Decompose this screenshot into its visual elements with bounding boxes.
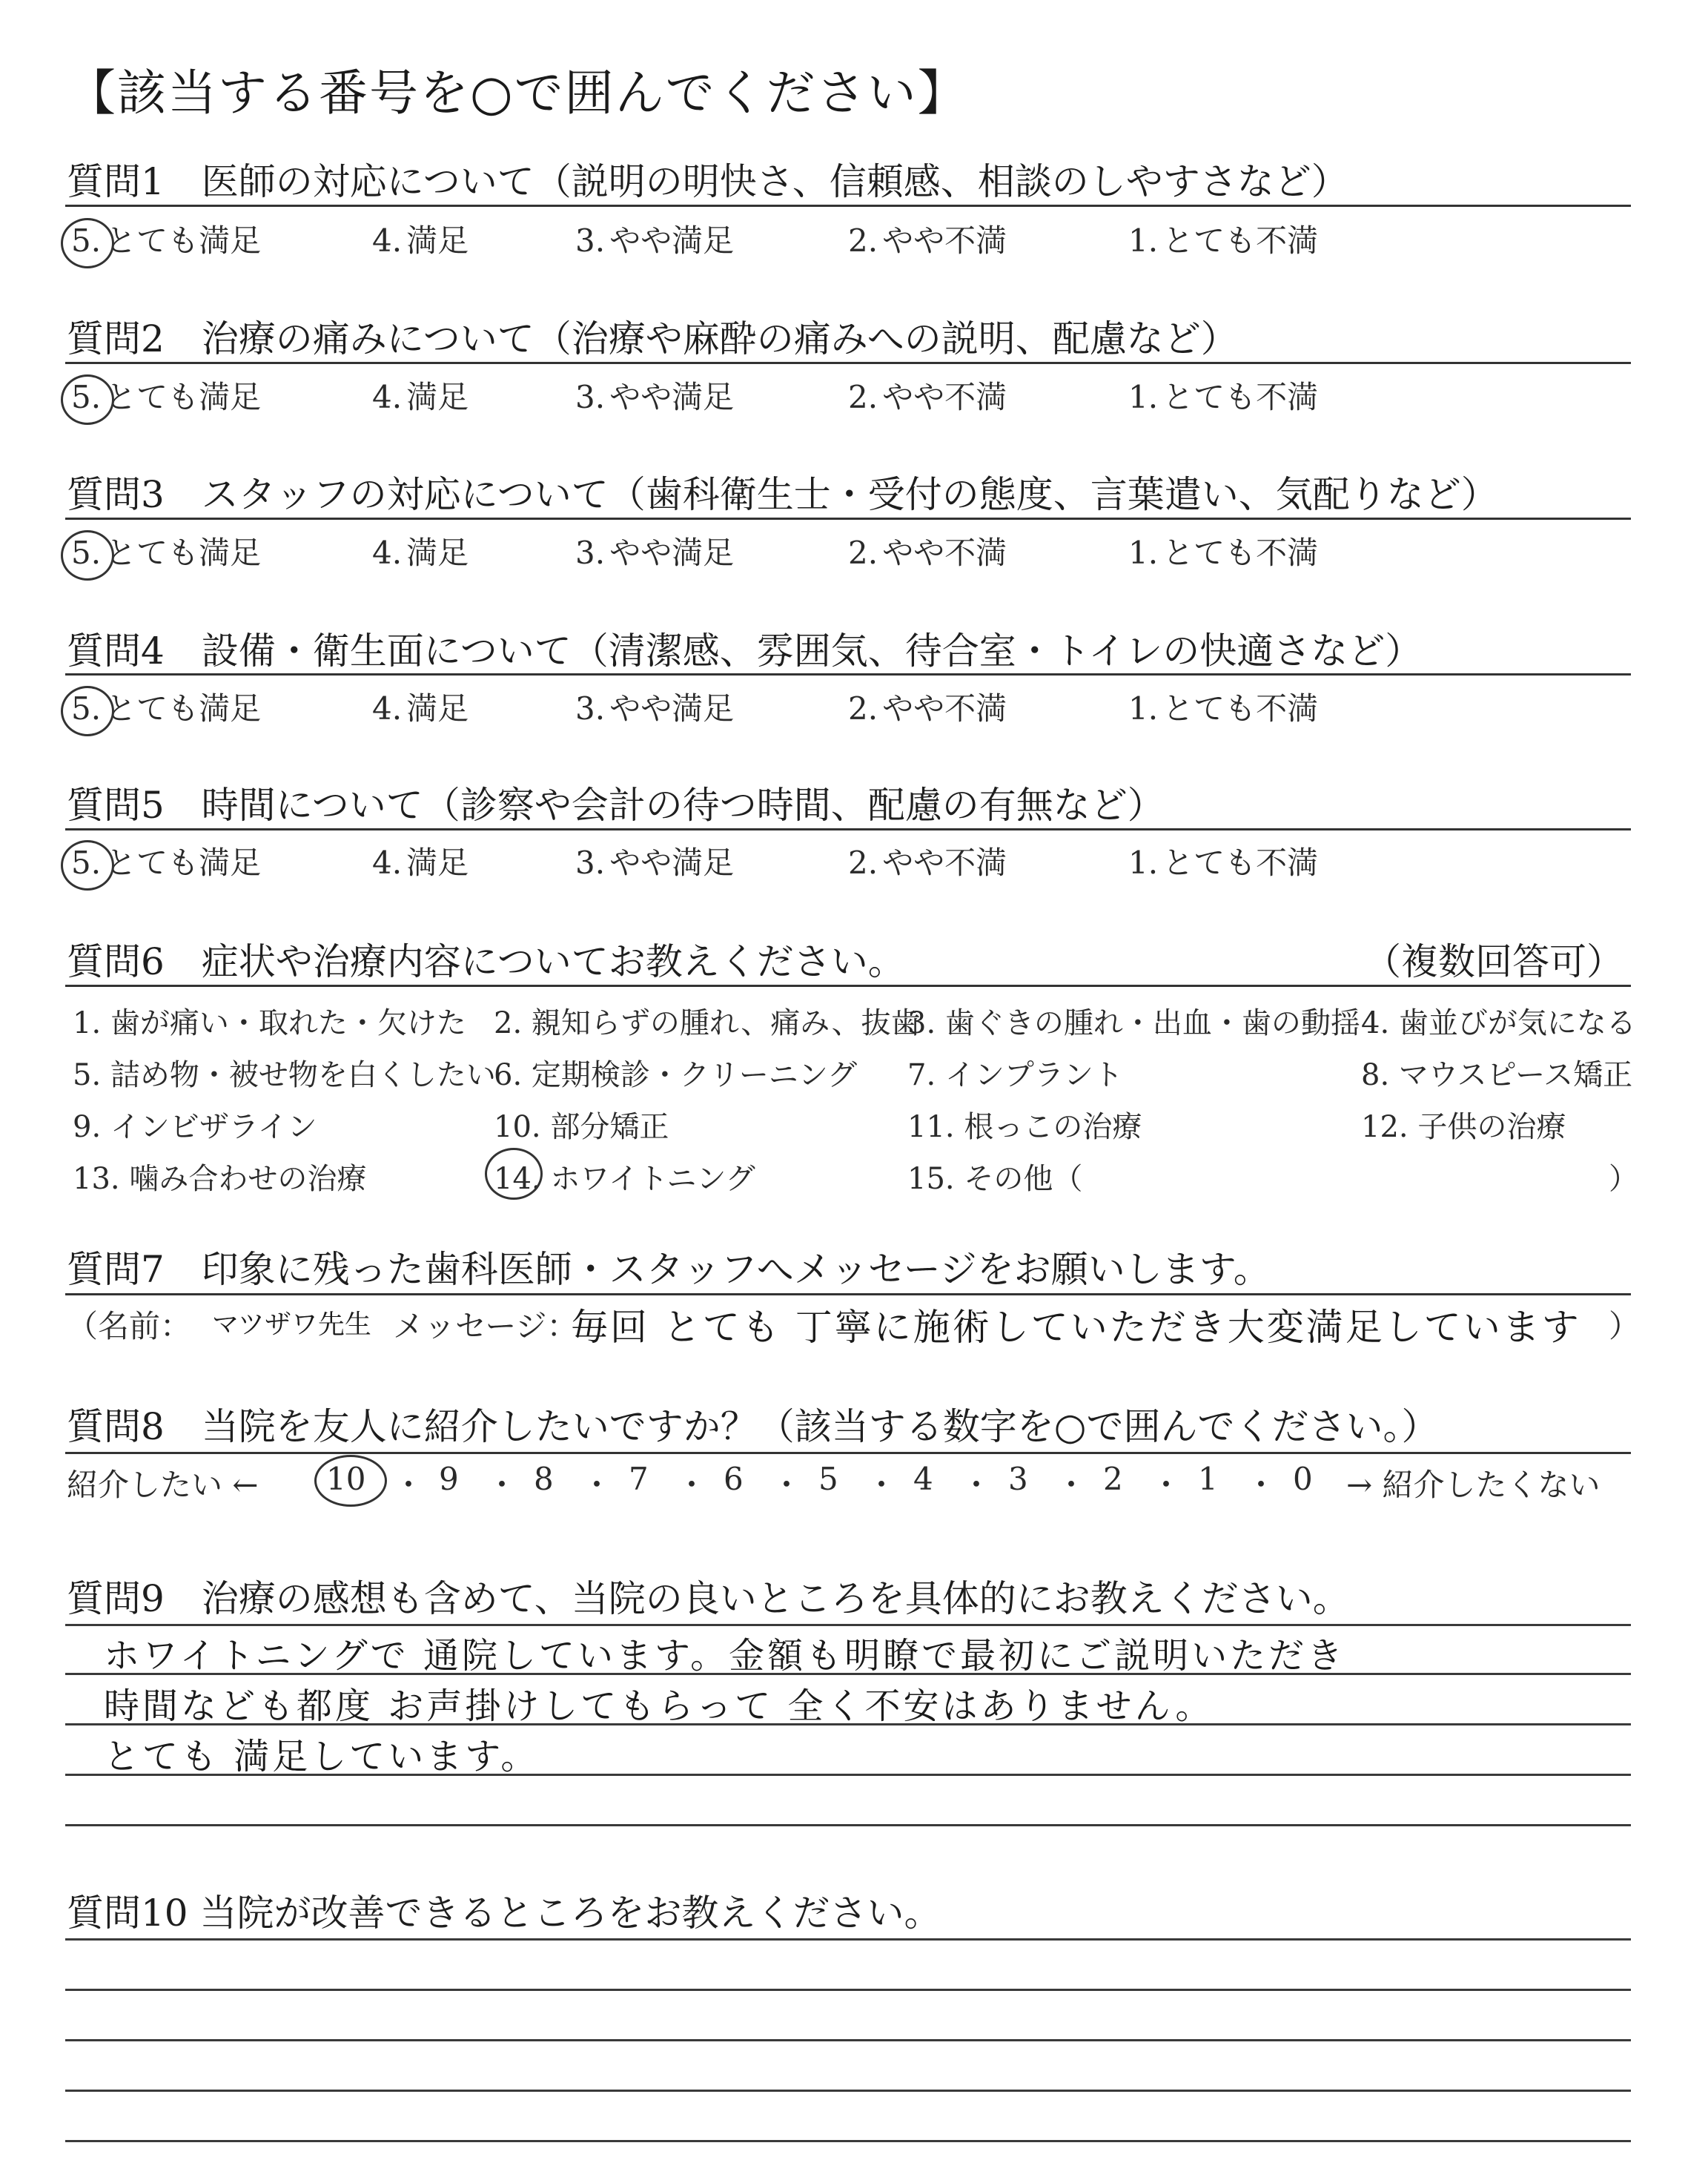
q8-scale-6[interactable]: 6 [724, 1461, 744, 1497]
q7-name-value[interactable]: マツザワ先生 [212, 1309, 371, 1340]
q6-item-12[interactable]: 12. 子供の治療 [1361, 1110, 1566, 1144]
q2-option-5[interactable]: 5. とても満足 [68, 373, 261, 417]
question-3-rule [65, 518, 1631, 520]
q8-scale-4[interactable]: 4 [913, 1461, 933, 1497]
q9-line-rule [65, 1723, 1631, 1725]
q10-line-rule[interactable] [65, 2090, 1631, 2092]
q9-answer-line-1[interactable]: ホワイトニングで 通院しています。金額も明瞭で最初にご説明いただき [104, 1635, 1346, 1677]
q8-dot: ・ [1056, 1467, 1088, 1503]
question-6-title: 質問6 症状や治療内容についてお教えください。 [67, 940, 905, 983]
q8-scale-8[interactable]: 8 [534, 1461, 554, 1497]
q10-line-rule[interactable] [65, 2140, 1631, 2142]
q8-left-label: 紹介したい ← [67, 1467, 259, 1503]
q6-item-15[interactable]: 15. その他（ [907, 1162, 1083, 1196]
q9-line-rule [65, 1824, 1631, 1826]
question-5-title: 質問5 時間について（診察や会計の待つ時間、配慮の有無など） [67, 784, 1165, 827]
question-7-rule [65, 1293, 1631, 1295]
q6-item-11[interactable]: 11. 根っこの治療 [907, 1110, 1142, 1144]
q10-line-rule[interactable] [65, 1989, 1631, 1991]
q4-option-3[interactable]: 3. やや満足 [575, 690, 735, 727]
q1-option-4[interactable]: 4. 満足 [372, 222, 469, 259]
q9-answer-line-3[interactable]: とても 満足しています。 [104, 1736, 540, 1777]
q6-other-close: ） [1609, 1162, 1638, 1196]
q5-option-2[interactable]: 2. やや不満 [848, 845, 1007, 881]
q5-option-1[interactable]: 1. とても不満 [1128, 845, 1319, 881]
q2-option-3[interactable]: 3. やや満足 [575, 379, 735, 415]
question-1-rule [65, 205, 1631, 207]
q6-item-5[interactable]: 5. 詰め物・被せ物を白くしたい [73, 1058, 496, 1092]
q8-dot: ・ [581, 1467, 613, 1503]
q1-option-5[interactable]: 5. とても満足 [68, 217, 261, 261]
q8-scale-0[interactable]: 0 [1293, 1461, 1313, 1497]
q1-option-2[interactable]: 2. やや不満 [848, 222, 1007, 259]
q2-option-4[interactable]: 4. 満足 [372, 379, 469, 415]
q8-dot: ・ [771, 1467, 803, 1503]
q6-item-10[interactable]: 10. 部分矯正 [494, 1110, 669, 1144]
q2-option-1[interactable]: 1. とても不満 [1128, 379, 1319, 415]
q10-line-rule[interactable] [65, 1938, 1631, 1941]
q8-dot: ・ [866, 1467, 898, 1503]
q6-item-14[interactable]: 14. ホワイトニング [494, 1162, 755, 1196]
question-10-title: 質問10 当院が改善できるところをお教えください。 [67, 1892, 941, 1935]
q8-dot: ・ [1151, 1467, 1182, 1503]
q5-option-5[interactable]: 5. とても満足 [68, 839, 261, 883]
q3-option-4[interactable]: 4. 満足 [372, 535, 469, 571]
q6-item-4[interactable]: 4. 歯並びが気になる [1361, 1006, 1636, 1040]
q6-item-2[interactable]: 2. 親知らずの腫れ、痛み、抜歯 [494, 1006, 921, 1040]
q3-option-5[interactable]: 5. とても満足 [68, 529, 261, 573]
q6-item-7[interactable]: 7. インプラント [907, 1058, 1123, 1092]
q6-item-13[interactable]: 13. 噛み合わせの治療 [73, 1162, 367, 1196]
q3-option-3[interactable]: 3. やや満足 [575, 535, 735, 571]
q8-right-label: → 紹介したくない [1346, 1467, 1601, 1503]
q9-answer-line-2[interactable]: 時間なども都度 お声掛けしてもらって 全く不安はありません。 [104, 1685, 1214, 1727]
q9-line-rule [65, 1624, 1631, 1626]
q10-line-rule[interactable] [65, 2039, 1631, 2041]
q8-dot: ・ [393, 1467, 425, 1503]
q8-scale-2[interactable]: 2 [1103, 1461, 1123, 1497]
q4-option-2[interactable]: 2. やや不満 [848, 690, 1007, 727]
q7-close: ） [1609, 1308, 1641, 1344]
question-6-note: （複数回答可） [1364, 940, 1623, 983]
q4-option-5[interactable]: 5. とても満足 [68, 684, 261, 729]
q1-option-3[interactable]: 3. やや満足 [575, 222, 735, 259]
q3-option-1[interactable]: 1. とても不満 [1128, 535, 1319, 571]
q8-dot: ・ [1245, 1467, 1277, 1503]
q5-option-4[interactable]: 4. 満足 [372, 845, 469, 881]
q6-item-9[interactable]: 9. インビザライン [73, 1110, 317, 1144]
q8-dot: ・ [676, 1467, 708, 1503]
q6-item-3[interactable]: 3. 歯ぐきの腫れ・出血・歯の動揺 [907, 1006, 1360, 1040]
q2-option-2[interactable]: 2. やや不満 [848, 379, 1007, 415]
question-8-title: 質問8 当院を友人に紹介したいですか？（該当する数字を○で囲んでください。） [67, 1405, 1439, 1448]
q6-item-14-circle [485, 1148, 543, 1200]
question-1-title: 質問1 医師の対応について（説明の明快さ、信頼感、相談のしやすさなど） [67, 160, 1348, 203]
question-6-rule [65, 985, 1631, 987]
question-5-rule [65, 828, 1631, 830]
q8-scale-3[interactable]: 3 [1008, 1461, 1028, 1497]
q7-message-label: メッセージ： [393, 1308, 578, 1344]
question-4-rule [65, 673, 1631, 676]
question-7-title: 質問7 印象に残った歯科医師・スタッフへメッセージをお願いします。 [67, 1248, 1271, 1291]
question-9-title: 質問9 治療の感想も含めて、当院の良いところを具体的にお教えください。 [67, 1577, 1350, 1620]
question-4-title: 質問4 設備・衛生面について（清潔感、雰囲気、待合室・トイレの快適さなど） [67, 630, 1423, 673]
q4-option-4[interactable]: 4. 満足 [372, 690, 469, 727]
q9-line-rule [65, 1774, 1631, 1776]
page-title: 【該当する番号を○で囲んでください】 [67, 65, 968, 122]
q1-option-1[interactable]: 1. とても不満 [1128, 222, 1319, 259]
q6-item-1[interactable]: 1. 歯が痛い・取れた・欠けた [73, 1006, 466, 1040]
q8-scale-1[interactable]: 1 [1198, 1461, 1218, 1497]
q8-dot: ・ [486, 1467, 518, 1503]
q8-dot: ・ [961, 1467, 993, 1503]
q6-item-8[interactable]: 8. マウスピース矯正 [1361, 1058, 1633, 1092]
q8-scale-5[interactable]: 5 [818, 1461, 838, 1497]
q9-line-rule [65, 1673, 1631, 1675]
question-3-title: 質問3 スタッフの対応について（歯科衛生士・受付の態度、言葉遣い、気配りなど） [67, 473, 1498, 516]
q7-name-label: （名前： [67, 1308, 192, 1344]
q8-scale-10[interactable]: 10 [326, 1461, 366, 1497]
q8-scale-9[interactable]: 9 [439, 1461, 459, 1497]
q8-scale-7[interactable]: 7 [629, 1461, 649, 1497]
q6-item-6[interactable]: 6. 定期検診・クリーニング [494, 1058, 858, 1092]
q7-message-value[interactable]: 毎回 とても 丁寧に施術していただき大変満足しています [571, 1306, 1581, 1349]
question-2-rule [65, 362, 1631, 364]
question-8-rule [65, 1452, 1631, 1454]
question-2-title: 質問2 治療の痛みについて（治療や麻酔の痛みへの説明、配慮など） [67, 317, 1238, 360]
q5-option-3[interactable]: 3. やや満足 [575, 845, 735, 881]
q4-option-1[interactable]: 1. とても不満 [1128, 690, 1319, 727]
q3-option-2[interactable]: 2. やや不満 [848, 535, 1007, 571]
